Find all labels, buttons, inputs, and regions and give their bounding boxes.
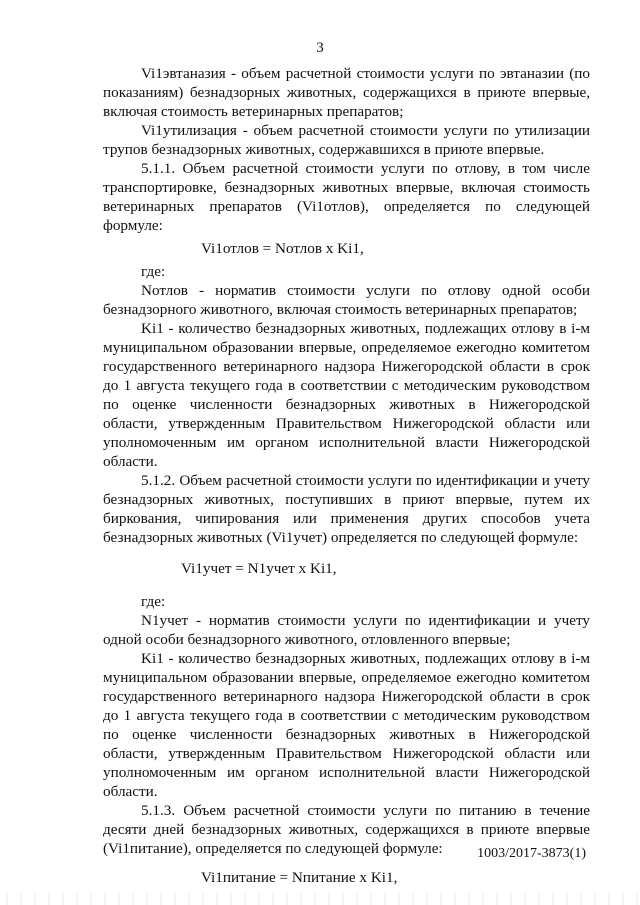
paragraph-capture-norm: Nотлов - норматив стоимости услуги по отлову одной особи безнадзорного животного, включая стоимость ветеринарных препаратов; bbox=[103, 282, 590, 318]
formula-capture: Vi1отлов = Nотлов x Ki1, bbox=[201, 240, 364, 257]
formula-feeding: Vi1питание = Nпитание x Ki1, bbox=[201, 869, 398, 886]
paragraph-5-1-2: 5.1.2. Объем расчетной стоимости услуги по идентификации и учету безнадзорных животных, поступивших в приют впервые, путем их биркования, чипирования или применения других способов учета безнадзорных животных (Vi1учет) определяется по следующей формуле: bbox=[103, 472, 590, 546]
paragraph-euthanasia: Vi1эвтаназия - объем расчетной стоимости услуги по эвтаназии (по показаниям) безнадзорных животных, содержащихся в приюте впервые, включая стоимость ветеринарных препаратов; bbox=[103, 65, 590, 120]
document-code: 1003/2017-3873(1) bbox=[477, 846, 586, 861]
paragraph-accounting-norm: N1учет - норматив стоимости услуги по идентификации и учету одной особи безнадзорного животного, отловленного впервые; bbox=[103, 612, 590, 648]
formula-accounting: Vi1учет = N1учет x Ki1, bbox=[181, 560, 337, 577]
paragraph-ki1-definition: Ki1 - количество безнадзорных животных, подлежащих отлову в i-м муниципальном образовании впервые, определяемое ежегодно комитетом государственного ветеринарного надзора Нижегородской области в срок до 1 августа текущего года в соответствии с методическим руководством по оценке численности безнадзорных животных в Нижегородской области, утвержденным Правительством Нижегородской области или уполномоченным им органом исполнительной власти Нижегородской области. bbox=[103, 320, 590, 470]
paragraph-5-1-3: 5.1.3. Объем расчетной стоимости услуги по питанию в течение десяти дней безнадзорных животных, содержащихся в приюте впервые (Vi1питание), определяется по следующей формуле: bbox=[103, 802, 590, 857]
paragraph-disposal: Vi1утилизация - объем расчетной стоимости услуги по утилизации трупов безнадзорных животных, содержавшихся в приюте впервые. bbox=[103, 122, 590, 158]
document-body bbox=[103, 64, 590, 887]
paragraph-ki1-definition-2: Ki1 - количество безнадзорных животных, подлежащих отлову в i-м муниципальном образовании впервые, определяемое ежегодно комитетом государственного ветеринарного надзора Нижегородской области в срок до 1 августа текущего года в соответствии с методическим руководством по оценке численности безнадзорных животных в Нижегородской области, утвержденным Правительством Нижегородской области или уполномоченным им органом исполнительной власти Нижегородской области. bbox=[103, 650, 590, 800]
where-label: где: bbox=[141, 263, 166, 280]
paragraph-5-1-1: 5.1.1. Объем расчетной стоимости услуги по отлову, в том числе транспортировке, безнадзорных животных впервые, включая стоимость ветеринарных препаратов (Vi1отлов), определяется по следующей формуле: bbox=[103, 160, 590, 234]
page-number: 3 bbox=[316, 40, 324, 56]
where-label: где: bbox=[141, 593, 166, 610]
scan-edge bbox=[0, 893, 640, 905]
